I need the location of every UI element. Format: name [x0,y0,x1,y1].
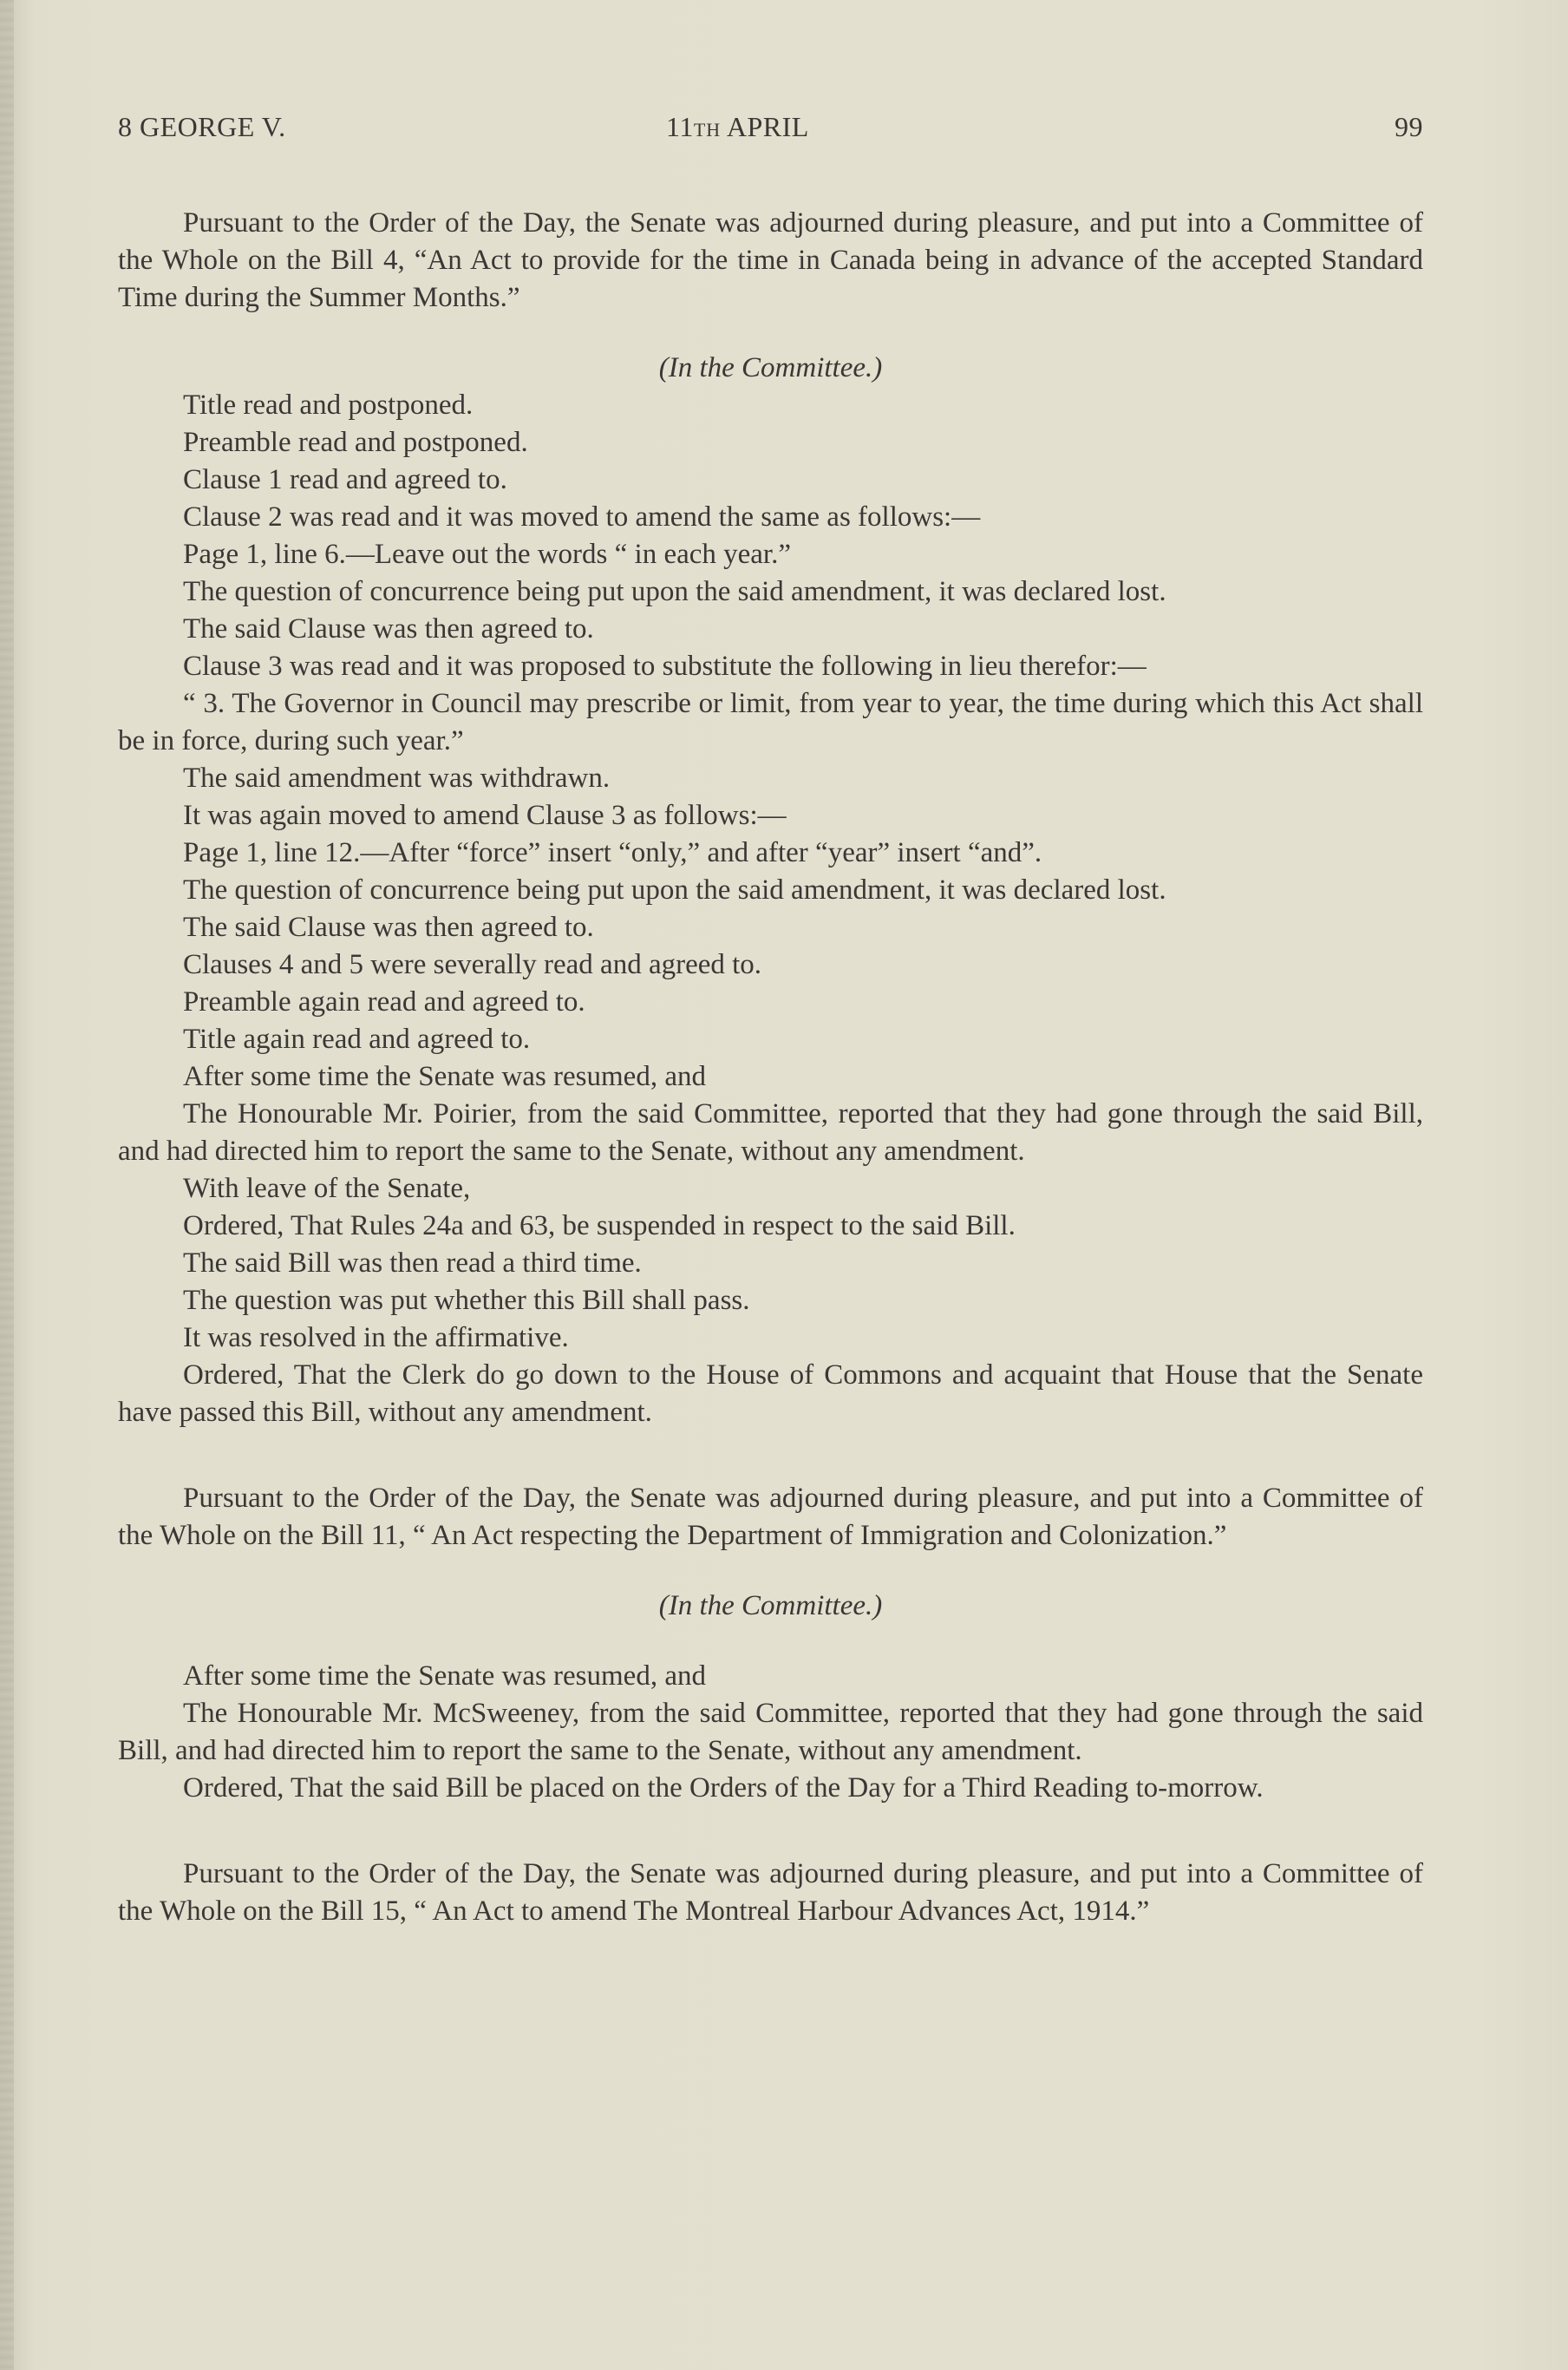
proceeding-line: The question was put whether this Bill shall pass. [183,1285,750,1316]
proceeding-line: The question of concurrence being put upon the said amendment, it was declared lost. [183,874,1166,906]
section1-committee-heading: (In the Committee.) [658,352,883,383]
page-number: 99 [1395,111,1423,142]
header-month: APRIL [721,111,809,142]
proceeding-line: It was resolved in the affirmative. [183,1322,569,1353]
proceeding-line: The said Bill was then read a third time. [183,1247,642,1279]
proceeding-line: Title again read and agreed to. [183,1024,531,1055]
proceeding-line: After some time the Senate was resumed, and [183,1061,706,1092]
proceeding-line: Clause 3 was read and it was proposed to substitute the following in lieu therefor:— [183,651,1147,682]
header-date [666,111,809,143]
header-day: 11 [666,111,694,142]
proceeding-line: The said amendment was withdrawn. [183,763,611,794]
proceeding-line: Preamble again read and agreed to. [183,986,585,1018]
section2-committee-heading: (In the Committee.) [658,1590,883,1621]
proceeding-line: Preamble read and postponed. [183,427,528,458]
section2-intro: Pursuant to the Order of the Day, the Senate was adjourned during pleasure, and put into a Committee of the Whole on the Bill 11, “ An Act respecting the Department of Immigration and Colonization.” [118,1483,1423,1551]
proceeding-line: With leave of the Senate, [183,1173,471,1204]
running-header [118,111,1423,146]
proceeding-line: “ 3. The Governor in Council may prescribe or limit, from year to year, the time during which this Act shall be in force, during such year.” [118,688,1423,756]
proceeding-line: It was again moved to amend Clause 3 as follows:— [183,800,787,831]
proceeding-line: Page 1, line 6.—Leave out the words “ in each year.” [183,539,791,570]
proceeding-line: Ordered, That the said Bill be placed on the Orders of the Day for a Third Reading to-morrow. [183,1772,1264,1804]
section1-intro: Pursuant to the Order of the Day, the Senate was adjourned during pleasure, and put into a Committee of the Whole on the Bill 4, “An Act to provide for the time in Canada being in advance of the accepted Standard Time during the Summer Months.” [118,207,1423,313]
proceeding-line: The Honourable Mr. McSweeney, from the said Committee, reported that they had gone through the said Bill, and had directed him to report the same to the Senate, without any amendment. [118,1698,1423,1766]
proceeding-line: Page 1, line 12.—After “force” insert “only,” and after “year” insert “and”. [183,837,1042,868]
proceeding-line: Ordered, That the Clerk do go down to the House of Commons and acquaint that House that the Senate have passed this Bill, without any amendment. [118,1359,1423,1428]
journal-body [118,205,1423,1930]
header-day-suffix: TH [693,119,722,141]
proceeding-line: The said Clause was then agreed to. [183,613,594,645]
binding-edge [0,0,14,2370]
section3-intro: Pursuant to the Order of the Day, the Senate was adjourned during pleasure, and put into a Committee of the Whole on the Bill 15, “ An Act to amend The Montreal Harbour Advances Act, 1914.” [118,1858,1423,1927]
proceeding-line: Ordered, That Rules 24a and 63, be suspended in respect to the said Bill. [183,1210,1016,1241]
proceeding-line: Title read and postponed. [183,390,474,421]
proceeding-line: After some time the Senate was resumed, and [183,1660,706,1692]
header-regnal-year: 8 GEORGE V. [118,111,286,142]
proceeding-line: The Honourable Mr. Poirier, from the said Committee, reported that they had gone through the said Bill, and had directed him to report the same to the Senate, without any amendment. [118,1098,1423,1167]
proceeding-line: The said Clause was then agreed to. [183,912,594,943]
section1-proceedings [118,387,1423,1431]
proceeding-line: The question of concurrence being put upon the said amendment, it was declared lost. [183,576,1166,607]
proceeding-line: Clauses 4 and 5 were severally read and agreed to. [183,949,762,980]
section2-proceedings [118,1658,1423,1807]
proceeding-line: Clause 1 read and agreed to. [183,464,507,495]
proceeding-line: Clause 2 was read and it was moved to amend the same as follows:— [183,501,981,533]
